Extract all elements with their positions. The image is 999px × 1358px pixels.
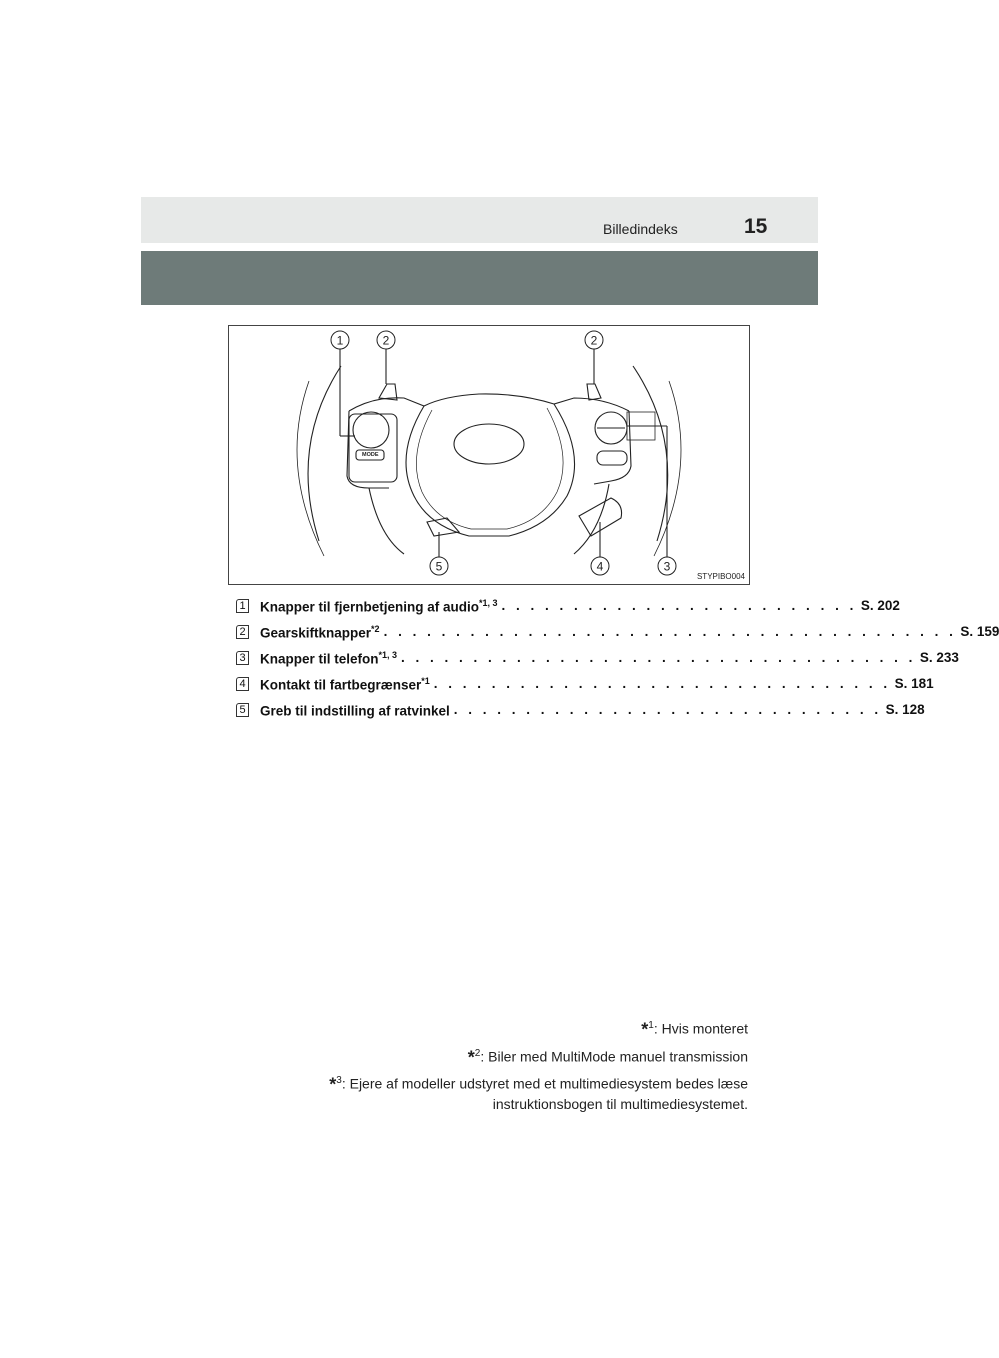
item-number: 1 (236, 599, 249, 613)
list-item (236, 624, 999, 650)
item-footnote-ref: *2 (371, 624, 380, 634)
footnote-text: : Biler med MultiMode manuel transmission (480, 1048, 748, 1065)
list-item (236, 598, 900, 624)
mode-button-label: MODE (362, 452, 379, 458)
leader-dots: . . . . . . . . . . . . . . . . . . . . . . . . . . . . . . . . (433, 676, 891, 691)
list-item (236, 650, 959, 676)
audio-controller (353, 412, 389, 448)
footnote-star: * (641, 1019, 649, 1040)
item-label: Gearskiftknapper (260, 625, 372, 641)
item-number: 4 (236, 677, 249, 691)
footnote-star: * (329, 1074, 337, 1095)
figure-code: STYPIBO004 (696, 572, 745, 581)
item-page-ref[interactable]: S. 128 (885, 702, 925, 717)
item-label: Greb til indstilling af ratvinkel (260, 703, 450, 719)
header-band (141, 197, 818, 243)
item-page-ref[interactable]: S. 233 (919, 650, 959, 665)
leader-dots: . . . . . . . . . . . . . . . . . . . . . . . . . . . . . . . . . . . . (401, 650, 916, 665)
section-title: Billedindeks (603, 221, 678, 237)
list-item (236, 676, 934, 702)
steering-wheel-illustration (229, 326, 749, 584)
footnote-number: 1 (648, 1020, 654, 1031)
footnote-text: : Ejere af modeller udstyret med et multimediesystem bedes læse (341, 1075, 748, 1092)
footnote-star: * (467, 1047, 475, 1068)
item-footnote-ref: *1, 3 (479, 598, 498, 608)
wheel-rim-right-outer (633, 366, 668, 541)
footnote (329, 1016, 748, 1040)
footnote-number: 3 (336, 1075, 342, 1087)
wheel-rim-left-outer (308, 366, 341, 541)
item-footnote-ref: *1 (421, 676, 430, 686)
item-number: 3 (236, 651, 249, 665)
leader-dots: . . . . . . . . . . . . . . . . . . . . . . . . . (501, 598, 857, 613)
item-page-ref[interactable]: S. 202 (860, 598, 900, 613)
footnotes (329, 1016, 748, 1118)
item-page-ref[interactable]: S. 159 (960, 624, 999, 639)
footnote-text: : Hvis monteret (653, 1020, 748, 1037)
paddle-plus (587, 384, 601, 400)
tilt-lever (427, 518, 459, 536)
item-label: Knapper til fjernbetjening af audio (260, 599, 480, 615)
page-number: 15 (744, 215, 768, 238)
leader-dots: . . . . . . . . . . . . . . . . . . . . . . . . . . . . . . (453, 702, 882, 717)
item-list (236, 598, 999, 728)
callout-label-2b: 2 (590, 333, 598, 348)
section-band (141, 251, 818, 305)
callout-label-2a: 2 (382, 333, 390, 348)
callout-label-5: 5 (435, 559, 443, 574)
item-label: Knapper til telefon (260, 651, 379, 667)
callout-label-3: 3 (663, 559, 671, 574)
footnote-continuation: instruktionsbogen til multimediesystemet. (492, 1095, 748, 1112)
callout-label-4: 4 (596, 559, 604, 574)
footnote (329, 1044, 748, 1068)
item-label: Kontakt til fartbegrænser (260, 677, 422, 693)
item-number: 5 (236, 703, 249, 717)
callout-label-1: 1 (336, 333, 344, 348)
leader-dots: . . . . . . . . . . . . . . . . . . . . . . . . . . . . . . . . . . . . . . . . (383, 624, 957, 639)
center-emblem (454, 424, 524, 464)
item-number: 2 (236, 625, 249, 639)
steering-wheel-figure (228, 325, 750, 585)
item-footnote-ref: *1, 3 (378, 650, 398, 660)
item-page-ref[interactable]: S. 181 (894, 676, 934, 691)
list-item (236, 702, 925, 728)
footnote-number: 2 (474, 1047, 481, 1059)
footnote (329, 1071, 748, 1114)
